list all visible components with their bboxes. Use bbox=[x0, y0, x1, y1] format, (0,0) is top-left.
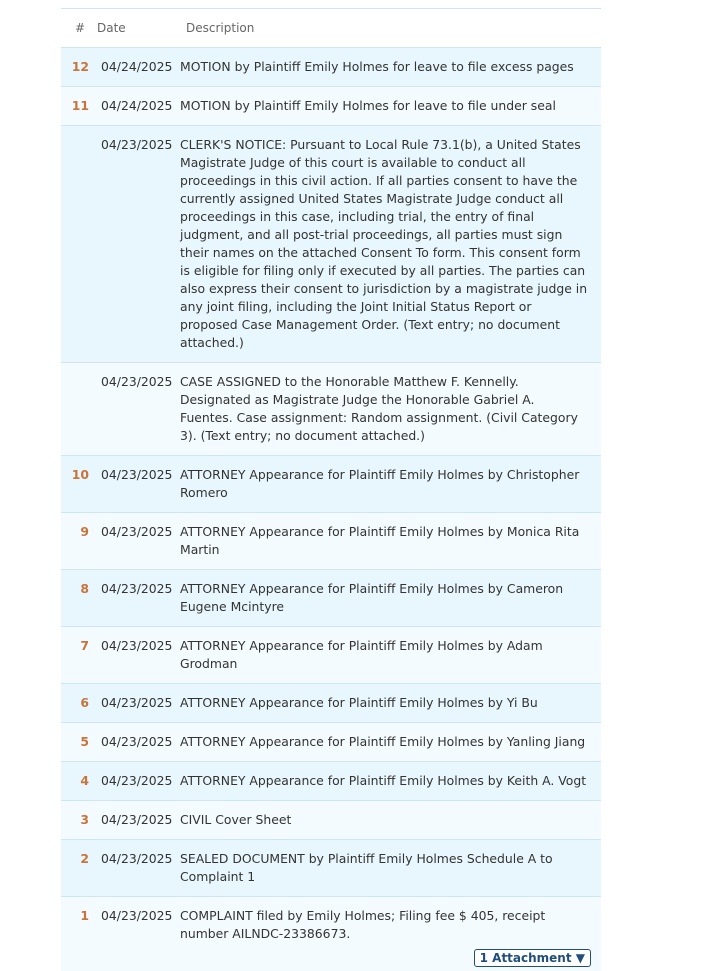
entry-date: 04/23/2025 bbox=[101, 524, 173, 539]
docket-table bbox=[61, 8, 601, 971]
entry-date: 04/23/2025 bbox=[101, 734, 173, 749]
entry-number[interactable]: 12 bbox=[71, 59, 89, 74]
entry-description: CASE ASSIGNED to the Honorable Matthew F. Kennelly. Designated as Magistrate Judge the Honorable Gabriel A. Fuentes. Case assignment: Random assignment. (Civil Category 3). (Text entry; no document attached.) bbox=[180, 374, 578, 443]
entry-date: 04/23/2025 bbox=[101, 773, 173, 788]
entry-number[interactable]: 11 bbox=[71, 98, 89, 113]
entry-number[interactable]: 10 bbox=[71, 467, 89, 482]
entry-number[interactable]: 8 bbox=[80, 581, 89, 596]
attachment-wrap bbox=[180, 943, 591, 967]
table-row bbox=[61, 684, 601, 723]
entry-description: SEALED DOCUMENT by Plaintiff Emily Holmes Schedule A to Complaint 1 bbox=[180, 851, 553, 884]
entry-date: 04/23/2025 bbox=[101, 137, 173, 152]
entry-number[interactable]: 6 bbox=[80, 695, 89, 710]
entry-description: MOTION by Plaintiff Emily Holmes for leave to file excess pages bbox=[180, 59, 574, 74]
table-row bbox=[61, 570, 601, 627]
entry-description: ATTORNEY Appearance for Plaintiff Emily Holmes by Adam Grodman bbox=[180, 638, 543, 671]
entry-number[interactable]: 3 bbox=[80, 812, 89, 827]
table-row bbox=[61, 723, 601, 762]
entry-number[interactable]: 9 bbox=[80, 524, 89, 539]
table-row bbox=[61, 897, 601, 971]
entry-number[interactable]: 1 bbox=[80, 908, 89, 923]
table-row bbox=[61, 627, 601, 684]
table-row bbox=[61, 762, 601, 801]
table-row bbox=[61, 126, 601, 363]
entry-date: 04/23/2025 bbox=[101, 581, 173, 596]
entry-date: 04/23/2025 bbox=[101, 908, 173, 923]
column-header-number: # bbox=[74, 21, 86, 35]
entry-number[interactable]: 2 bbox=[80, 851, 89, 866]
entry-date: 04/24/2025 bbox=[101, 59, 173, 74]
entry-description: COMPLAINT filed by Emily Holmes; Filing fee $ 405, receipt number AILNDC-23386673. bbox=[180, 908, 546, 941]
table-row bbox=[61, 456, 601, 513]
attachments-dropdown-button[interactable]: 1 Attachment ▼ bbox=[474, 949, 591, 967]
entry-description: MOTION by Plaintiff Emily Holmes for leave to file under seal bbox=[180, 98, 556, 113]
entry-date: 04/23/2025 bbox=[101, 812, 173, 827]
table-row bbox=[61, 801, 601, 840]
entry-date: 04/23/2025 bbox=[101, 695, 173, 710]
entry-description-wrap bbox=[180, 907, 601, 967]
entry-description: ATTORNEY Appearance for Plaintiff Emily Holmes by Yi Bu bbox=[180, 695, 538, 710]
table-row bbox=[61, 513, 601, 570]
table-header bbox=[61, 9, 601, 48]
entry-description: ATTORNEY Appearance for Plaintiff Emily Holmes by Cameron Eugene Mcintyre bbox=[180, 581, 564, 614]
entry-description: ATTORNEY Appearance for Plaintiff Emily Holmes by Yanling Jiang bbox=[180, 734, 586, 749]
table-row bbox=[61, 48, 601, 87]
column-header-description: Description bbox=[186, 21, 255, 35]
entry-number[interactable]: 5 bbox=[80, 734, 89, 749]
entry-description: CIVIL Cover Sheet bbox=[180, 812, 292, 827]
entry-description: CLERK'S NOTICE: Pursuant to Local Rule 73.1(b), a United States Magistrate Judge of this court is available to conduct all proceedings in this civil action. If all parties consent to have the currently assigned United States Magistrate Judge conduct all proceedings in this case, including trial, the entry of final judgment, and all post-trial proceedings, all parties must sign their names on the attached Consent To form. This consent form is eligible for filing only if executed by all parties. The parties can also express their consent to jurisdiction by a magistrate judge in any joint filing, including the Joint Initial Status Report or proposed Case Management Order. (Text entry; no document attached.) bbox=[180, 137, 588, 350]
entry-date: 04/23/2025 bbox=[101, 467, 173, 482]
entry-description: ATTORNEY Appearance for Plaintiff Emily Holmes by Monica Rita Martin bbox=[180, 524, 580, 557]
table-row bbox=[61, 363, 601, 456]
entry-number[interactable]: 7 bbox=[80, 638, 89, 653]
entry-date: 04/24/2025 bbox=[101, 98, 173, 113]
table-row bbox=[61, 840, 601, 897]
column-header-date: Date bbox=[97, 21, 126, 35]
entry-number[interactable]: 4 bbox=[80, 773, 89, 788]
entry-description: ATTORNEY Appearance for Plaintiff Emily Holmes by Christopher Romero bbox=[180, 467, 580, 500]
entry-date: 04/23/2025 bbox=[101, 851, 173, 866]
table-row bbox=[61, 87, 601, 126]
entry-description: ATTORNEY Appearance for Plaintiff Emily Holmes by Keith A. Vogt bbox=[180, 773, 587, 788]
entry-date: 04/23/2025 bbox=[101, 374, 173, 389]
entry-date: 04/23/2025 bbox=[101, 638, 173, 653]
